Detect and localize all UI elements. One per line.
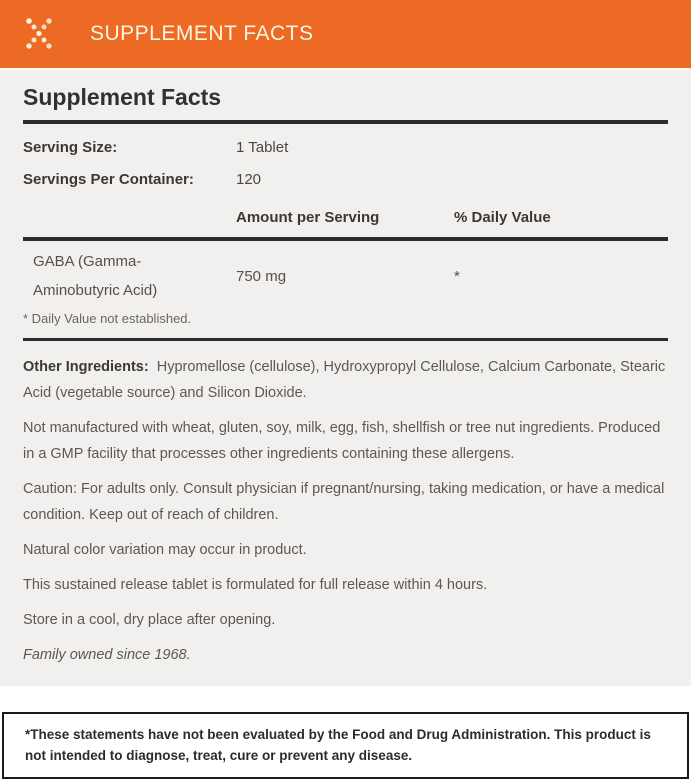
- supplement-facts-section-header[interactable]: [0, 0, 691, 68]
- servings-per-container-label: Servings Per Container:: [23, 171, 194, 188]
- allergen-note-paragraph: Not manufactured with wheat, gluten, soy, milk, egg, fish, shellfish or tree nut ingredients. Produced in a GMP facility that processes other ingredients containing these allergens.: [23, 420, 661, 462]
- family-owned-note: Family owned since 1968.: [23, 647, 191, 663]
- servings-per-container-value: 120: [236, 171, 262, 188]
- serving-size-row: [23, 139, 668, 156]
- ingredient-daily-value: *: [454, 267, 460, 285]
- daily-value-footnote: * Daily Value not established.: [23, 311, 192, 326]
- caution-paragraph: Caution: For adults only. Consult physician if pregnant/nursing, taking medication, or have a medical condition. Keep out of reach of children.: [23, 481, 665, 523]
- other-ingredients-text: Hypromellose (cellulose), Hydroxypropyl Cellulose, Calcium Carbonate, Stearic Acid (vegetable source) and Silicon Dioxide.: [23, 359, 666, 401]
- ingredient-name: GABA (Gamma-Aminobutyric Acid): [33, 253, 158, 299]
- daily-value-column-header: % Daily Value: [454, 209, 551, 226]
- panel-title: Supplement Facts: [23, 84, 222, 110]
- section-header-title: SUPPLEMENT FACTS: [90, 22, 314, 45]
- supplement-facts-panel: [0, 68, 691, 686]
- details-section: [23, 341, 668, 668]
- other-ingredients-paragraph: [23, 354, 668, 406]
- divider-top: [23, 120, 668, 124]
- other-ingredients-label: Other Ingredients:: [23, 359, 149, 375]
- serving-size-value: 1 Tablet: [236, 139, 289, 156]
- ingredient-amount: 750 mg: [236, 267, 287, 285]
- fda-disclaimer-text: *These statements have not been evaluated by the Food and Drug Administration. This product is not intended to diagnose, treat, cure or prevent any disease.: [25, 727, 651, 763]
- serving-size-label: Serving Size:: [23, 139, 118, 156]
- release-note-paragraph: This sustained release tablet is formulated for full release within 4 hours.: [23, 577, 488, 593]
- storage-note-paragraph: Store in a cool, dry place after opening.: [23, 612, 276, 628]
- table-row: [23, 241, 668, 309]
- servings-per-container-row: [23, 171, 668, 188]
- table-header-row: [23, 209, 668, 226]
- amount-column-header: Amount per Serving: [236, 209, 380, 226]
- fda-disclaimer-box: [2, 712, 689, 779]
- color-variation-paragraph: Natural color variation may occur in product.: [23, 542, 307, 558]
- dots-x-icon: [24, 16, 54, 52]
- ingredient-column-spacer: [23, 209, 236, 226]
